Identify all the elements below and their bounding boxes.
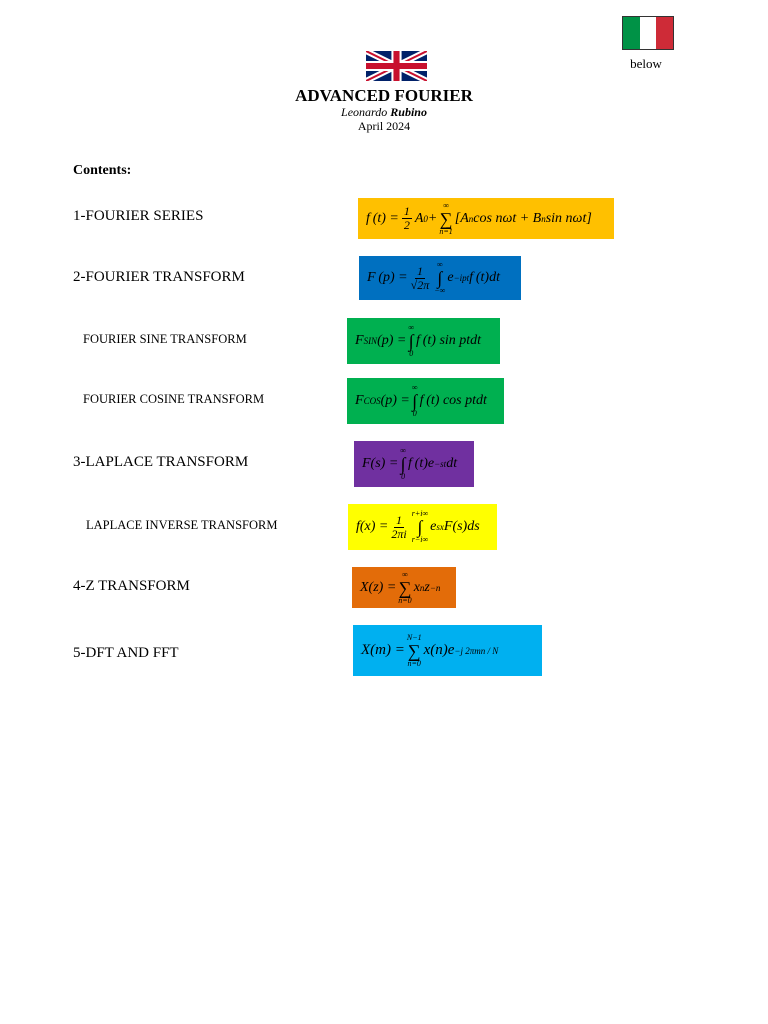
contents-heading: Contents:	[73, 163, 132, 178]
author-first-name: Leonardo	[341, 105, 388, 119]
toc-item-z-transform[interactable]: 4-Z TRANSFORM	[73, 578, 190, 594]
formula-laplace-inverse[interactable]: f(x) = $\frac{1}{2\pi i}$ r+i∞ ∫ r−i∞ e sx F(s)ds	[348, 504, 497, 550]
formula-fourier-sine[interactable]: F SIN (p) = ∞ ∫ 0 f (t) sin ptdt	[347, 318, 500, 364]
flag-uk-icon	[366, 51, 427, 81]
author-last-name: Rubino	[390, 105, 427, 119]
below-link[interactable]: below	[630, 56, 662, 71]
formula-z-transform[interactable]: X(z) = ∞ ∑ n=0 x n z −n	[352, 567, 456, 608]
flag-italy-icon[interactable]	[622, 16, 674, 50]
formula-dft[interactable]: X(m) = N−1 ∑ n=0 x(n)e −j 2πmn / N	[353, 625, 542, 676]
toc-item-dft-fft[interactable]: 5-DFT AND FFT	[73, 645, 179, 661]
toc-item-laplace-inverse[interactable]: LAPLACE INVERSE TRANSFORM	[86, 518, 278, 532]
toc-item-laplace-transform[interactable]: 3-LAPLACE TRANSFORM	[73, 454, 249, 470]
author	[0, 105, 768, 120]
toc-item-fourier-sine[interactable]: FOURIER SINE TRANSFORM	[83, 332, 247, 346]
document-date: April 2024	[357, 119, 411, 133]
formula-laplace-transform[interactable]: F(s) = ∞ ∫ 0 f (t)e −st dt	[354, 441, 474, 487]
document-title: ADVANCED FOURIER	[295, 86, 473, 105]
toc-item-fourier-series[interactable]: 1-FOURIER SERIES	[73, 208, 204, 224]
formula-fourier-transform[interactable]: F (p) = $\frac{1}{√2\pi}$ ∞ ∫ −∞ e −ipt f (t)dt	[359, 256, 521, 300]
formula-fourier-cosine[interactable]: F COS (p) = ∞ ∫ 0 f (t) cos ptdt	[347, 378, 504, 424]
toc-item-fourier-transform[interactable]: 2-FOURIER TRANSFORM	[73, 269, 245, 285]
formula-fourier-series[interactable]: f (t) = $\frac{1}{2}$ A 0 + ∞ ∑ n=1 [A n cos nωt + B n sin nωt]	[358, 198, 614, 239]
toc-item-fourier-cosine[interactable]: FOURIER COSINE TRANSFORM	[83, 392, 265, 406]
